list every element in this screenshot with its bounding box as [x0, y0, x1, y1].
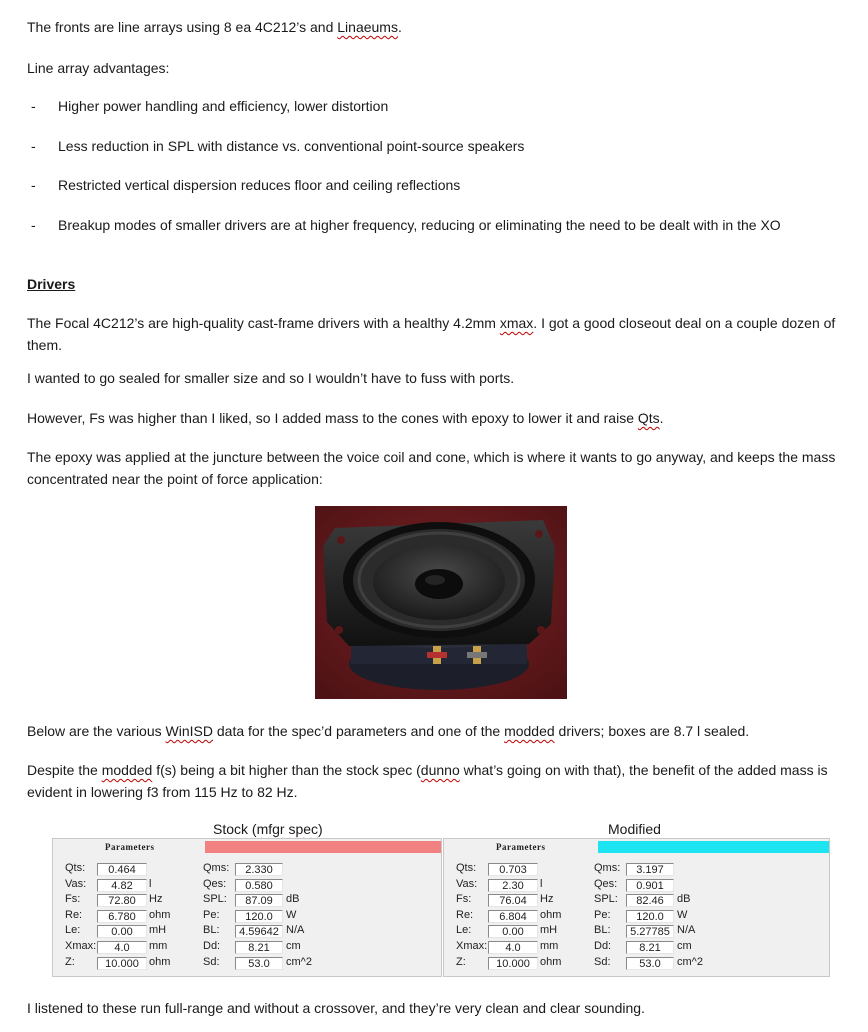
param-label: Pe: [594, 908, 611, 921]
param-value-field[interactable]: 120.0 [626, 910, 674, 923]
param-value-field[interactable]: 72.80 [97, 894, 147, 907]
spellcheck-word: modded [101, 762, 153, 778]
param-unit: N/A [677, 924, 696, 937]
param-value-field[interactable]: 10.000 [488, 957, 538, 970]
param-label: Re: [65, 908, 83, 921]
closing-paragraph: I listened to these run full-range and without a crossover, and they’re very clean and clear sounding. [27, 1000, 645, 1016]
param-label: Qms: [203, 862, 230, 874]
param-value-field[interactable]: 4.0 [488, 941, 538, 954]
param-value-field[interactable]: 87.09 [235, 894, 283, 907]
param-value-field[interactable]: 4.82 [97, 879, 147, 892]
param-label: Xmax: [65, 940, 97, 952]
advantages-title: Line array advantages: [27, 60, 170, 76]
series-color-bar [598, 841, 829, 853]
param-unit: cm^2 [286, 955, 312, 968]
spellcheck-word: modded [504, 723, 555, 739]
spellcheck-word: WinISD [165, 723, 213, 739]
param-label: Le: [65, 924, 81, 937]
bullet-marker: - [31, 217, 36, 233]
param-value-field[interactable]: 0.580 [235, 879, 283, 892]
param-label: SPL: [594, 893, 618, 906]
param-value-field[interactable]: 0.901 [626, 879, 674, 892]
winisd-panel-modified [443, 838, 830, 977]
spellcheck-word: dunno [420, 762, 460, 778]
section-heading-drivers: Drivers [27, 276, 76, 292]
param-unit: ohm [149, 908, 171, 921]
param-unit: ohm [540, 908, 562, 921]
param-unit: mm [540, 940, 559, 952]
param-label: Z: [456, 955, 466, 968]
param-label: Qms: [594, 862, 621, 874]
bullet-item: Restricted vertical dispersion reduces floor and ceiling reflections [58, 177, 461, 193]
bullet-item: Higher power handling and efficiency, lower distortion [58, 98, 389, 114]
param-label: Qts: [65, 862, 86, 874]
param-value-field[interactable]: 6.780 [97, 910, 147, 923]
param-unit: Hz [149, 893, 163, 906]
param-value-field[interactable]: 5.27785 [626, 925, 674, 938]
paragraph-epoxy: The epoxy was applied at the juncture between the voice coil and cone, which is where it wants to go anyway, and keeps the mass concentrated near the point of force application: [27, 449, 836, 487]
param-unit: l [149, 877, 152, 890]
paragraph-sealed: I wanted to go sealed for smaller size and so I wouldn’t have to fuss with ports. [27, 370, 515, 386]
parameter-grid [444, 857, 829, 976]
param-label: Sd: [594, 955, 611, 968]
param-label: Vas: [456, 877, 478, 890]
param-value-field[interactable]: 0.00 [97, 925, 147, 938]
param-value-field[interactable]: 120.0 [235, 910, 283, 923]
param-unit: l [540, 877, 543, 890]
param-value-field[interactable]: 0.703 [488, 863, 538, 876]
bullet-marker: - [31, 177, 36, 193]
bullet-item: Breakup modes of smaller drivers are at higher frequency, reducing or eliminating the need to be dealt with in the XO [58, 217, 781, 233]
series-color-bar [205, 841, 441, 853]
spellcheck-word: mfgr spec [256, 821, 319, 837]
param-label: BL: [203, 924, 220, 937]
param-unit: cm [677, 940, 692, 952]
param-value-field[interactable]: 8.21 [235, 941, 283, 954]
driver-photo-illustration [315, 506, 567, 699]
param-unit: dB [286, 893, 300, 906]
param-value-field[interactable]: 8.21 [626, 941, 674, 954]
param-label: Z: [65, 955, 75, 968]
group-label: Parameters [105, 842, 155, 852]
paragraph-modded: Despite the modded f(s) being a bit higher than the stock spec (dunno what’s going on with that), the benefit of the added mass is evident in lowering f3 from 115 Hz to 82 Hz. [27, 762, 828, 800]
param-unit: ohm [149, 955, 171, 968]
param-value-field[interactable]: 6.804 [488, 910, 538, 923]
param-label: Qes: [594, 877, 618, 890]
param-label: Qts: [456, 862, 477, 874]
param-unit: mm [149, 940, 168, 952]
paragraph-fs: However, Fs was higher than I liked, so I added mass to the cones with epoxy to lower it and raise Qts. [27, 410, 664, 426]
param-value-field[interactable]: 2.330 [235, 863, 283, 876]
table-caption-stock: Stock (mfgr spec) [213, 821, 323, 837]
parameter-grid [53, 857, 441, 976]
param-label: Fs: [65, 893, 81, 906]
param-value-field[interactable]: 4.59642 [235, 925, 283, 938]
param-unit: mH [149, 924, 167, 937]
param-unit: mH [540, 924, 558, 937]
spellcheck-word: Qts [637, 410, 660, 426]
bullet-item: Less reduction in SPL with distance vs. conventional point-source speakers [58, 138, 525, 154]
param-value-field[interactable]: 2.30 [488, 879, 538, 892]
param-unit: dB [677, 893, 691, 906]
bullet-marker: - [31, 138, 36, 154]
param-value-field[interactable]: 76.04 [488, 894, 538, 907]
param-label: Pe: [203, 908, 220, 921]
param-value-field[interactable]: 3.197 [626, 863, 674, 876]
param-label: BL: [594, 924, 611, 937]
param-label: Qes: [203, 877, 227, 890]
param-label: Le: [456, 924, 472, 937]
param-unit: cm [286, 940, 301, 952]
param-label: SPL: [203, 893, 227, 906]
param-unit: ohm [540, 955, 562, 968]
param-value-field[interactable]: 53.0 [235, 957, 283, 970]
param-unit: N/A [286, 924, 305, 937]
intro-text: The fronts are line arrays using 8 ea 4C212’s and [27, 19, 338, 35]
param-value-field[interactable]: 53.0 [626, 957, 674, 970]
param-unit: Hz [540, 893, 554, 906]
param-value-field[interactable]: 0.00 [488, 925, 538, 938]
bullet-marker: - [31, 98, 36, 114]
param-label: Dd: [203, 940, 221, 952]
param-value-field[interactable]: 82.46 [626, 894, 674, 907]
param-unit: W [286, 908, 297, 921]
param-label: Vas: [65, 877, 87, 890]
param-label: Sd: [203, 955, 220, 968]
param-value-field[interactable]: 4.0 [97, 941, 147, 954]
param-label: Fs: [456, 893, 472, 906]
param-value-field[interactable]: 0.464 [97, 863, 147, 876]
param-value-field[interactable]: 10.000 [97, 957, 147, 970]
intro-line: The fronts are line arrays using 8 ea 4C212’s and Linaeums. [27, 19, 402, 35]
param-unit: W [677, 908, 688, 921]
winisd-panel-stock [52, 838, 442, 977]
table-caption-modified: Modified [608, 821, 661, 837]
param-label: Dd: [594, 940, 612, 952]
spellcheck-word: xmax [499, 315, 534, 331]
param-unit: cm^2 [677, 955, 703, 968]
spellcheck-word: Linaeums [337, 19, 398, 35]
driver-photo [315, 506, 567, 699]
paragraph-winisd: Below are the various WinISD data for the spec’d parameters and one of the modded drivers; boxes are 8.7 l sealed. [27, 723, 750, 739]
param-label: Xmax: [456, 940, 488, 952]
paragraph-focal: The Focal 4C212’s are high-quality cast-frame drivers with a healthy 4.2mm xmax. I got a good closeout deal on a couple dozen of them. [27, 315, 836, 353]
param-label: Re: [456, 908, 474, 921]
group-label: Parameters [496, 842, 546, 852]
